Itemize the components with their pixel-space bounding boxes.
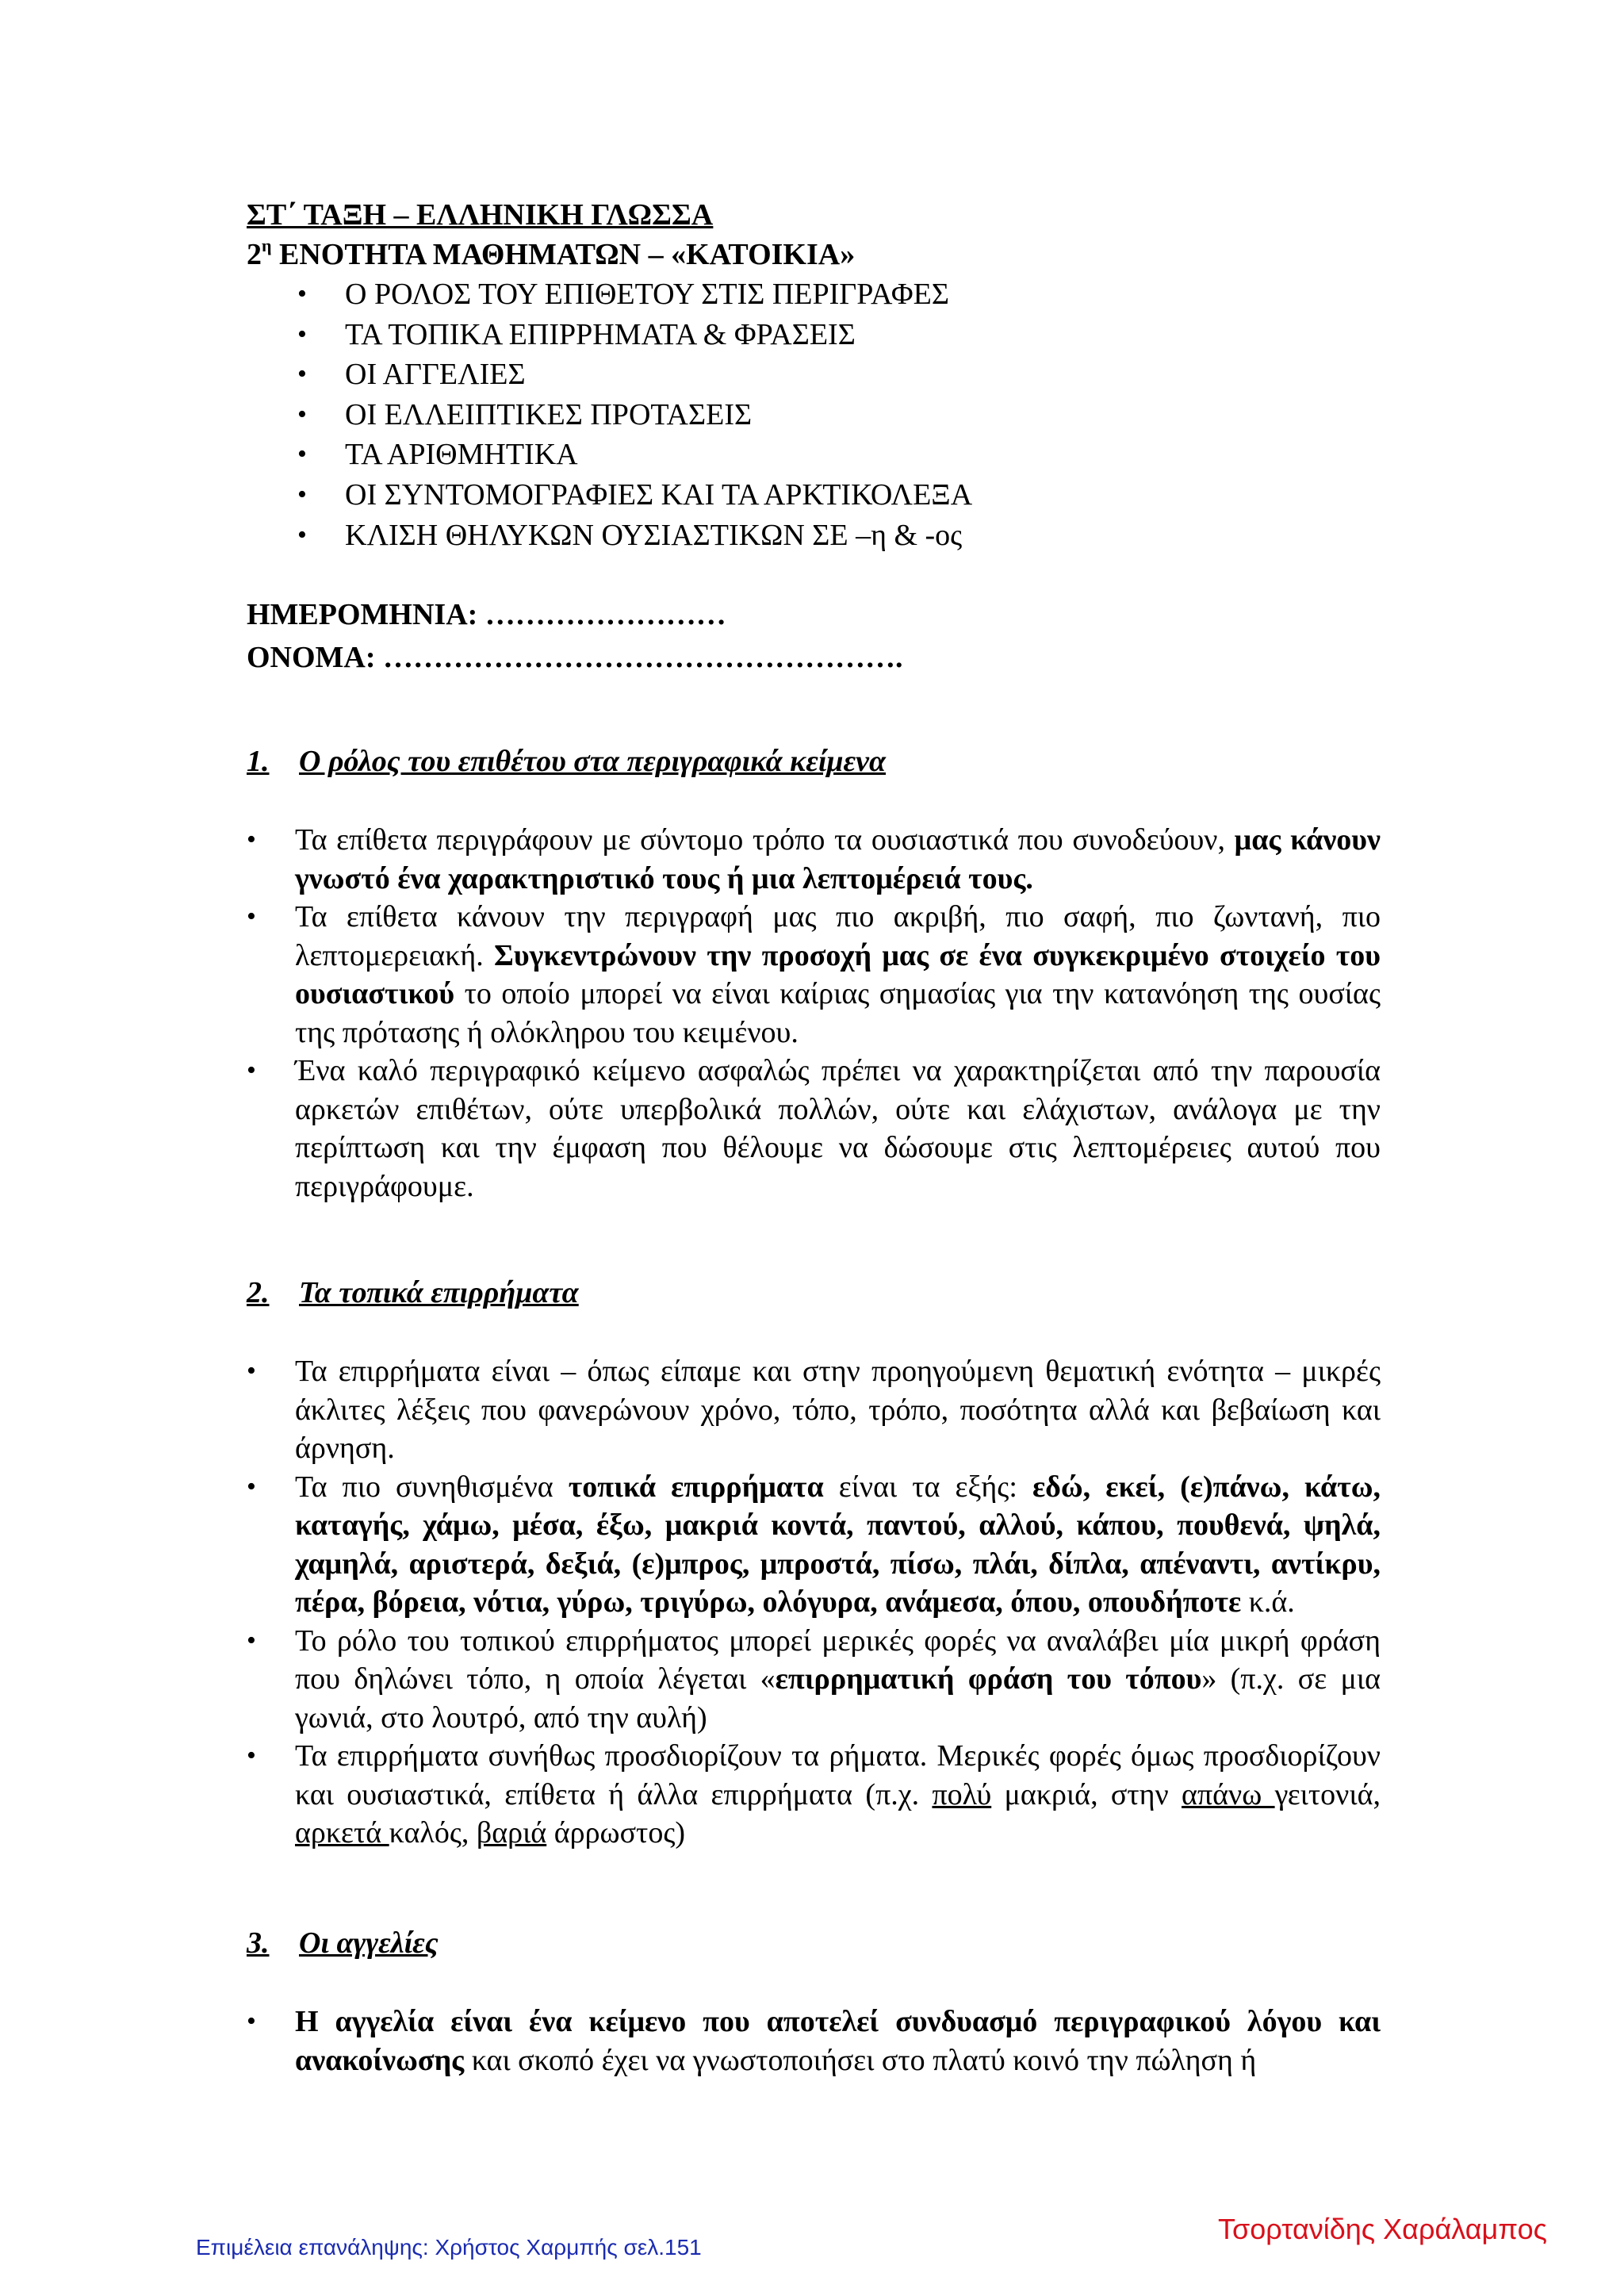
section-bullets <box>247 1352 1381 1853</box>
bold-text: Συγκεντρώνουν την προσοχή μας σε ένα συγκεκριμένο στοιχείο του ουσιαστικού <box>295 938 1381 1010</box>
section-heading: 2. Τα τοπικά επιρρήματα <box>247 1276 579 1309</box>
section-announcements <box>247 1923 1381 2079</box>
footer-author: Τσορτανίδης Χαράλαμπος <box>1217 2213 1547 2245</box>
text-run: Τα επιρρήματα συνήθως προσδιορίζουν τα ρήματα. Μερικές φορές όμως προσδιορίζουν και ουσιαστικά, επίθετα ή άλλα επιρρήματα (π.χ. <box>295 1739 1381 1811</box>
student-fields <box>247 593 1396 679</box>
underlined-text: αρκετά <box>295 1816 389 1849</box>
text-run: και σκοπό έχει να γνωστοποιήσει στο πλατύ κοινό την πώληση ή <box>464 2043 1257 2077</box>
date-field[interactable]: ΗΜΕΡΟΜΗΝΙΑ: …………………… <box>247 598 726 632</box>
text-run: το οποίο μπορεί να είναι καίριας σημασίας για την κατανόηση της ουσίας της πρότασης ή ολόκληρου του κειμένου. <box>295 977 1381 1049</box>
text-run: καλός, <box>389 1816 477 1849</box>
underlined-text: πολύ <box>932 1777 992 1811</box>
underlined-text: απάνω <box>1182 1777 1275 1811</box>
topics-list <box>247 274 1396 555</box>
topic-item: • ΟΙ ΣΥΝΤΟΜΟΓΡΑΦΙΕΣ ΚΑΙ ΤΑ ΑΡΚΤΙΚΟΛΕΞΑ <box>247 475 1396 516</box>
bold-text: επιρρηματική φράση του τόπου <box>775 1662 1202 1696</box>
topic-item: • Ο ΡΟΛΟΣ ΤΟΥ ΕΠΙΘΕΤΟΥ ΣΤΙΣ ΠΕΡΙΓΡΑΦΕΣ <box>247 274 1396 315</box>
section-adjective-role <box>247 742 1381 1205</box>
document-header <box>247 195 1396 679</box>
topic-item: • ΟΙ ΑΓΓΕΛΙΕΣ <box>247 355 1396 395</box>
text-run: Ένα καλό περιγραφικό κείμενο ασφαλώς πρέπει να χαρακτηρίζεται από την παρουσία αρκετών επιθέτων, ούτε υπερβολικά πολλών, ούτε και ελάχιστων, ανάλογα με την περίπτωση και την έμφαση που θέλουμε να δώσουμε στις λεπτομέρειες αυτού που περιγράφουμε. <box>295 1054 1381 1203</box>
bold-text: Η αγγελία είναι ένα κείμενο που αποτελεί συνδυασμό περιγραφικού λόγου και ανακοίνωσης <box>295 2005 1381 2077</box>
bullet-item <box>247 1622 1381 1738</box>
bullet-item <box>247 1052 1381 1205</box>
section-bullets <box>247 821 1381 1205</box>
section-heading: 1. Ο ρόλος του επιθέτου στα περιγραφικά κείμενα <box>247 745 887 778</box>
topic-item: • ΤΑ ΤΟΠΙΚΑ ΕΠΙΡΡΗΜΑΤΑ & ΦΡΑΣΕΙΣ <box>247 315 1396 355</box>
text-run: είναι τα εξής: <box>823 1470 1032 1504</box>
text-run: Τα επίθετα περιγράφουν με σύντομο τρόπο τα ουσιαστικά που συνοδεύουν, <box>295 823 1235 857</box>
text-run: άρρωστος) <box>546 1816 686 1849</box>
text-run: » (π.χ. σε μια γωνιά, στο λουτρό, από την αυλή) <box>295 1662 1381 1734</box>
topic-item: • ΟΙ ΕΛΛΕΙΠΤΙΚΕΣ ΠΡΟΤΑΣΕΙΣ <box>247 395 1396 435</box>
text-run: Το ρόλο του τοπικού επιρρήματος μπορεί μερικές φορές να αναλάβει μία μικρή φράση που δηλώνει τόπο, η οποία λέγεται « <box>295 1623 1381 1696</box>
bullet-item <box>247 1737 1381 1853</box>
name-field[interactable]: ΟΝΟΜΑ: ……………………………………………. <box>247 641 903 675</box>
page-title: ΣΤ΄ ΤΑΞΗ – ΕΛΛΗΝΙΚΗ ΓΛΩΣΣΑ <box>247 198 714 232</box>
text-run: Τα επίθετα κάνουν την περιγραφή μας πιο ακριβή, πιο σαφή, πιο ζωντανή, πιο λεπτομερειακή. <box>295 900 1381 972</box>
text-run: Τα πιο συνηθισμένα <box>295 1470 569 1504</box>
text-run: κ.ά. <box>1241 1585 1295 1619</box>
bullet-item <box>247 1352 1381 1468</box>
footer-credit: Επιμέλεια επανάληψης: Χρήστος Χαρμπής σελ.151 <box>196 2235 702 2260</box>
section-bullets <box>247 2003 1381 2079</box>
topic-item: • ΚΛΙΣΗ ΘΗΛΥΚΩΝ ΟΥΣΙΑΣΤΙΚΩΝ ΣΕ –η & -ος <box>247 516 1396 556</box>
text-run: Τα επιρρήματα είναι – όπως είπαμε και στην προηγούμενη θεματική ενότητα – μικρές άκλιτες λέξεις που φανερώνουν χρόνο, τόπο, τρόπο, ποσότητα αλλά και βεβαίωση και άρνηση. <box>295 1355 1381 1465</box>
topic-item: • ΤΑ ΑΡΙΘΜΗΤΙΚΑ <box>247 435 1396 475</box>
text-run: μακριά, στην <box>991 1777 1182 1811</box>
bullet-item <box>247 2003 1381 2079</box>
section-local-adverbs <box>247 1273 1381 1853</box>
unit-title: $2^\eta$ ΕΝΟΤΗΤΑ ΜΑΘΗΜΑΤΩΝ – «ΚΑΤΟΙΚΙΑ» <box>247 236 856 271</box>
section-heading: 3. Οι αγγελίες <box>247 1926 439 1960</box>
bold-text: τοπικά επιρρήματα <box>568 1470 824 1504</box>
underlined-text: βαριά <box>476 1816 547 1849</box>
bullet-item <box>247 821 1381 898</box>
text-run: γειτονιά, <box>1274 1777 1381 1811</box>
bullet-item <box>247 898 1381 1052</box>
bold-text: εδώ, εκεί, (ε)πάνω, κάτω, καταγής, χάμω, μέσα, έξω, μακριά κοντά, παντού, αλλού, κάπου, πουθενά, ψηλά, χαμηλά, αριστερά, δεξιά, (ε)μπρος, μπροστά, πίσω, πλάι, δίπλα, απέναντι, αντίκρυ, πέρα, βόρεια, νότια, γύρω, τριγύρω, ολόγυρα, ανάμεσα, όπου, οπουδήποτε <box>295 1470 1381 1619</box>
bold-text: μας κάνουν γνωστό ένα χαρακτηριστικό τους ή μια λεπτομέρειά τους. <box>295 823 1381 895</box>
bullet-item <box>247 1468 1381 1622</box>
